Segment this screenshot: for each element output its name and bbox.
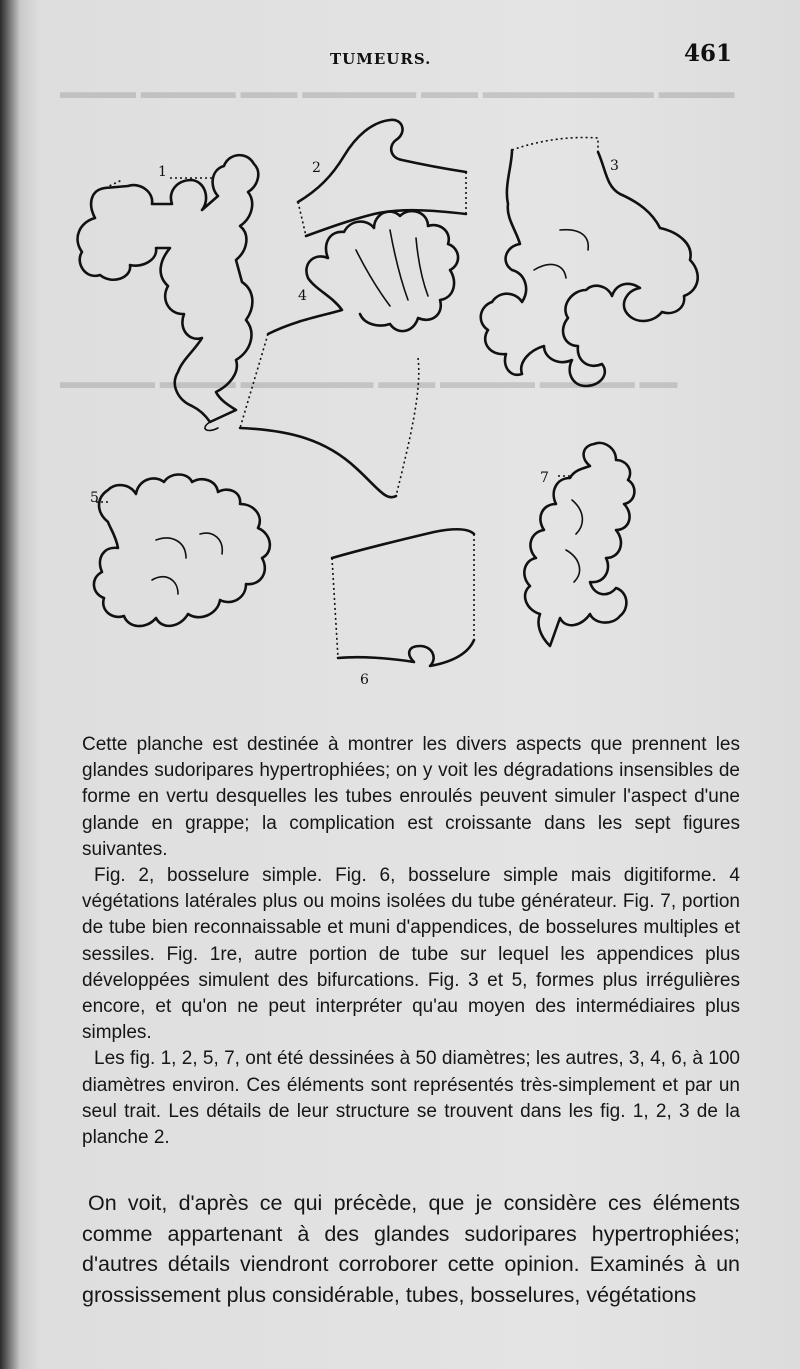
- figure-2: [298, 120, 466, 236]
- figure-label-5: 5: [90, 490, 99, 506]
- figure-6: [332, 529, 474, 666]
- caption-paragraph: Fig. 2, bosselure simple. Fig. 6, bosselure simple mais digitiforme. 4 végétations latérales plus ou moins isolées du tube générateur. Fig. 7, portion de tube bien reconnaissable et muni d'appendices, de bosselures multiples et sessiles. Fig. 1re, autre portion de tube sur lequel les appendices plus développées simulent des bifurcations. Fig. 3 et 5, formes plus irrégulières encore, et qu'on ne peut interpréter qu'au moyen des intermédiaires plus simples.: [82, 865, 740, 1044]
- bleed-through-text: ▬▬▬▬ ▬▬▬▬▬ ▬▬▬ ▬▬▬▬▬▬ ▬▬▬ ▬▬▬▬▬▬▬▬▬ ▬▬▬▬: [60, 82, 735, 103]
- figure-label-3: 3: [610, 158, 619, 174]
- figure-label-2: 2: [312, 160, 321, 176]
- figure-label-6: 6: [360, 672, 369, 688]
- figure-1: [78, 155, 259, 430]
- figure-3: [481, 138, 698, 387]
- figure-drawings: [60, 110, 740, 710]
- figure-label-7: 7: [540, 470, 549, 486]
- figure-label-1: 1: [158, 164, 167, 180]
- caption-paragraph: Cette planche est destinée à montrer les divers aspects que prennent les glandes sudoripares hypertrophiées; on y voit les dégradations insensibles de forme en vertu desquelles les tubes enroulés peuvent simuler l'aspect d'une glande en grappe; la complication est croissante dans les sept figures suivantes.: [82, 734, 740, 860]
- caption-paragraph: Les fig. 1, 2, 5, 7, ont été dessinées à 50 diamètres; les autres, 3, 4, 6, à 100 diamètres environ. Ces éléments sont représentés très-simplement et par un seul trait. Les détails de leur structure se trouvent dans les fig. 1, 2, 3 de la planche 2.: [82, 1048, 740, 1149]
- body-paragraph: On voit, d'après ce qui précède, que je considère ces éléments comme appartenant à des glandes sudoripares hypertrophiées; d'autres détails viendront corroborer cette opinion. Examinés à un grossissement plus considérable, tubes, bosselures, végétations: [82, 1191, 740, 1307]
- bleed-through-text: ▬▬▬▬▬ ▬▬▬▬ ▬▬▬▬▬▬▬ ▬▬▬ ▬▬▬▬▬ ▬▬▬▬▬ ▬▬: [60, 372, 678, 393]
- figure-4: [240, 211, 458, 497]
- body-text: [82, 1188, 740, 1310]
- plate-caption: [82, 732, 740, 1151]
- page-number: 461: [684, 40, 733, 67]
- figure-label-4: 4: [298, 288, 307, 304]
- running-head: TUMEURS.: [330, 50, 432, 68]
- figure-plate: [60, 110, 740, 710]
- figure-5: [94, 475, 270, 627]
